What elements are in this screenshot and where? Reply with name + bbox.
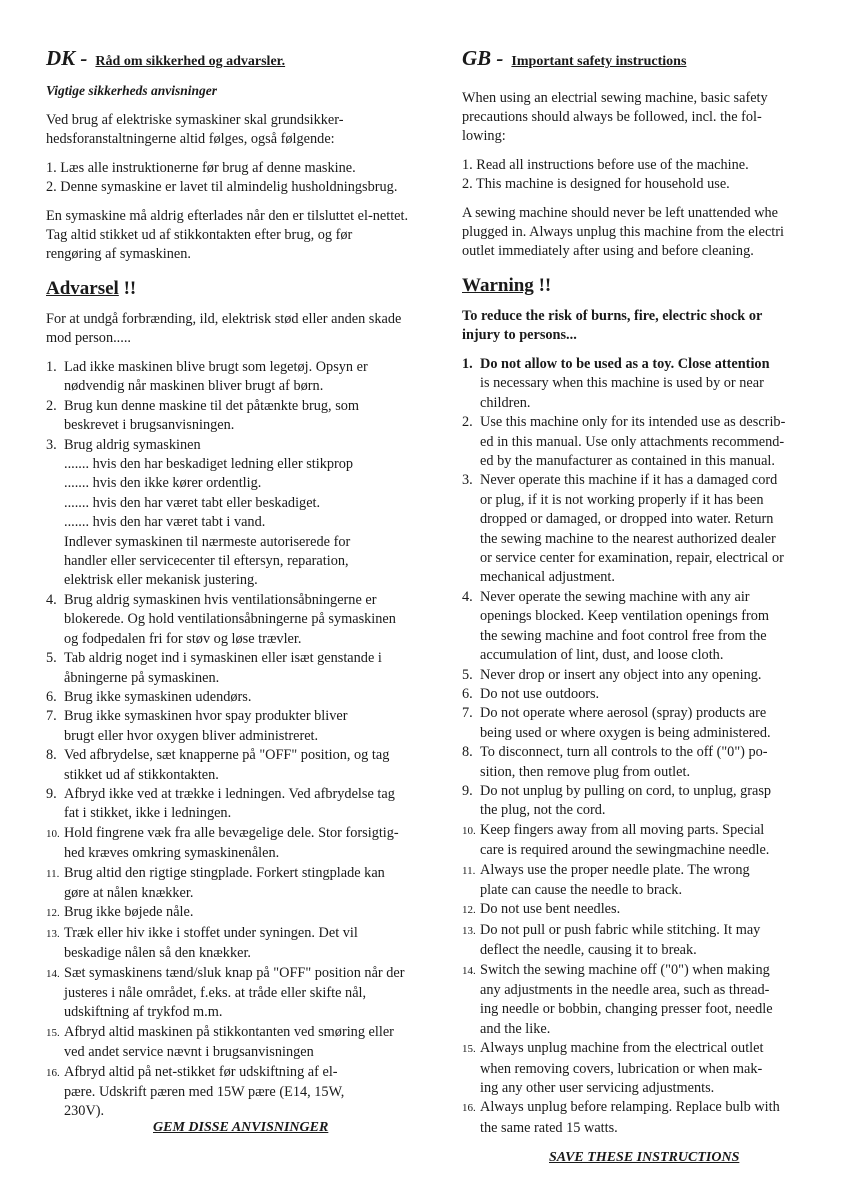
list-item: [462, 921, 842, 961]
list-item: [462, 900, 842, 920]
dk-header: [46, 46, 451, 71]
list-item: [462, 1039, 842, 1098]
item-text: Sæt symaskinens tænd/sluk knap på "OFF" position når der justeres i nåle området, f.eks. at tråde eller skifte nål, udskiftning af trykfod m.m.: [64, 964, 405, 1021]
list-item: [46, 1023, 451, 1063]
list-item: [462, 413, 842, 471]
item-text: Brug aldrig symaskinen ....... hvis den har beskadiget ledning eller stikprop ....... hvis den ikke kører ordentlig. ....... hvis den har været tabt eller beskadiget. ....... hvis den har været tabt i vand. Indlever symaskinen til nærmeste autoriserede for handler eller servicecenter til eftersyn, reparation, elektrisk eller mekanisk justering.: [64, 436, 354, 589]
dk-language-code: DK -: [46, 46, 88, 70]
item-text: Træk eller hiv ikke i stoffet under syningen. Det vil beskadige nålen så den knækker.: [64, 924, 358, 962]
dk-warning-title: Advarsel: [46, 278, 119, 299]
item-bold-text: Do not allow to be used as a toy. Close attention: [480, 356, 770, 372]
item-number: 12.: [462, 904, 476, 917]
item-number: 6.: [462, 685, 473, 702]
item-number: 8.: [462, 744, 473, 761]
item-number: 2.: [46, 397, 57, 414]
gb-column: [462, 46, 842, 1138]
list-item: [46, 688, 451, 707]
item-number: 7.: [462, 705, 473, 722]
item-number: 3.: [46, 436, 57, 453]
item-number: 14.: [462, 964, 476, 977]
list-item: [462, 821, 842, 861]
list-item: [462, 666, 842, 685]
item-text: Switch the sewing machine off ("0") when making any adjustments in the needle area, such as thread- ing needle or bobbin, changing presser foot, needle and the like.: [480, 961, 773, 1037]
item-number: 4.: [46, 591, 57, 608]
item-text: Always unplug machine from the electrical outlet when removing covers, lubrication or when mak- ing any other user servicing adjustments.: [480, 1040, 764, 1097]
dk-warning-marks: !!: [118, 278, 137, 299]
item-number: 1.: [46, 359, 57, 375]
item-text: Brug aldrig symaskinen hvis ventilationsåbningerne er blokerede. Og hold ventilationsåbningerne på symaskinen og fodpedalen fri for støv og løse trævler.: [64, 591, 396, 647]
item-text: Afbryd altid på net-stikket før udskiftning af el- pære. Udskrift pæren med 15W pære (E14, 15W, 230V).: [64, 1063, 345, 1120]
dk-warning-list: [46, 358, 451, 1122]
list-item: [46, 358, 451, 397]
list-item: [46, 824, 451, 864]
gb-warning-list: [462, 355, 842, 1138]
item-number: 15.: [46, 1026, 60, 1039]
gb-warning-title: Warning: [462, 275, 534, 296]
list-item: [462, 782, 842, 821]
list-item: [462, 588, 842, 666]
item-text: Never operate the sewing machine with any air openings blocked. Keep ventilation openings from the sewing machine and foot control free from the accumulation of lint, dust, and loose cloth.: [480, 588, 770, 664]
list-item: [46, 785, 451, 824]
gb-header: [462, 46, 842, 71]
item-text: Do not operate where aerosol (spray) products are being used or where oxygen is being administered.: [480, 705, 771, 741]
item-number: 16.: [462, 1102, 476, 1115]
gb-warning-intro: To reduce the risk of burns, fire, electric shock or injury to persons...: [462, 308, 763, 343]
item-text: Brug ikke symaskinen hvor spay produkter bliver brugt eller hvor oxygen bliver administreret.: [64, 708, 348, 744]
list-item: [462, 704, 842, 743]
item-text: Lad ikke maskinen blive brugt som legetøj. Opsyn er nødvendig når maskinen bliver brugt af børn.: [64, 359, 368, 395]
list-item: [462, 1098, 842, 1138]
gb-basics: 1. Read all instructions before use of the machine. 2. This machine is designed for household use.: [462, 157, 749, 192]
item-number: 13.: [462, 924, 476, 937]
list-item: [46, 436, 451, 591]
dk-footer: GEM DISSE ANVISNINGER: [153, 1120, 329, 1135]
item-number: 10.: [462, 824, 476, 837]
item-text: Always unplug before relamping. Replace bulb with the same rated 15 watts.: [480, 1099, 780, 1136]
item-text: Do not unplug by pulling on cord, to unplug, grasp the plug, not the cord.: [480, 782, 772, 819]
item-number: 8.: [46, 747, 57, 764]
list-item: [46, 707, 451, 746]
gb-footer: SAVE THESE INSTRUCTIONS: [549, 1150, 740, 1165]
item-number: 5.: [46, 650, 57, 667]
dk-title: Råd om sikkerhed og advarsler.: [95, 54, 286, 69]
gb-language-code: GB -: [462, 46, 504, 70]
dk-basics: 1. Læs alle instruktionerne før brug af denne maskine. 2. Denne symaskine er lavet til almindelig husholdningsbrug.: [46, 160, 398, 195]
item-text: Never drop or insert any object into any opening.: [480, 666, 762, 683]
item-number: 3.: [462, 472, 473, 489]
dk-warning-intro: For at undgå forbrænding, ild, elektrisk stød eller anden skade mod person.....: [46, 311, 402, 346]
item-number: 6.: [46, 688, 57, 705]
list-item: [462, 961, 842, 1040]
item-text: To disconnect, turn all controls to the off ("0") po- sition, then remove plug from outlet.: [480, 744, 768, 780]
gb-warning-marks: !!: [533, 275, 552, 296]
item-text: Keep fingers away from all moving parts. Special care is required around the sewingmachine needle.: [480, 821, 770, 859]
item-text: Never operate this machine if it has a damaged cord or plug, if it is not working properly if it has been dropped or damaged, or dropped into water. Return the sewing machine to the nearest authorized dealer or service center for examination, repair, electrical or mechanical adjustment.: [480, 472, 784, 586]
item-text: Brug ikke symaskinen udendørs.: [64, 688, 252, 705]
item-number: 16.: [46, 1066, 60, 1079]
gb-title: Important safety instructions: [511, 54, 687, 69]
item-number: 15.: [462, 1043, 476, 1056]
item-text: Do not use bent needles.: [480, 901, 621, 918]
item-number: 14.: [46, 967, 60, 980]
list-item: [46, 397, 451, 436]
gb-warning-heading: [462, 275, 842, 297]
gb-intro: When using an electrial sewing machine, basic safety precautions should always be followed, incl. the fol- lowing:: [462, 90, 768, 144]
list-item: [46, 649, 451, 688]
item-number: 11.: [462, 864, 476, 877]
item-number: 1.: [462, 356, 473, 372]
item-number: 7.: [46, 708, 57, 725]
item-number: 5.: [462, 666, 473, 683]
item-text: Brug ikke bøjede nåle.: [64, 904, 194, 921]
item-text: Brug kun denne maskine til det påtænkte brug, som beskrevet i brugsanvisningen.: [64, 397, 360, 434]
item-text: Do not pull or push fabric while stitching. It may deflect the needle, causing it to break.: [480, 921, 761, 959]
list-item: [462, 685, 842, 704]
list-item: [462, 861, 842, 901]
dk-warning-heading: [46, 278, 451, 300]
item-text: Ved afbrydelse, sæt knapperne på "OFF" position, og tag stikket ud af stikkontakten.: [64, 747, 390, 783]
dk-subtitle: Vigtige sikkerheds anvisninger: [46, 83, 218, 98]
list-item: [46, 746, 451, 785]
item-text: Afbryd ikke ved at trække i ledningen. Ved afbrydelse tag fat i stikket, ikke i ledningen.: [64, 785, 395, 822]
item-text: Hold fingrene væk fra alle bevægelige dele. Stor forsigtig- hed kræves omkring symaskinenålen.: [64, 824, 399, 862]
item-number: 11.: [46, 867, 60, 880]
list-item: [46, 924, 451, 964]
item-number: 4.: [462, 588, 473, 605]
list-item: [46, 864, 451, 904]
item-text: Always use the proper needle plate. The wrong plate can cause the needle to brack.: [480, 861, 750, 898]
list-item: [46, 1063, 451, 1122]
list-item: [46, 964, 451, 1023]
item-number: 9.: [46, 785, 57, 802]
item-text: Use this machine only for its intended use as describ- ed in this manual. Use only attachments recommend- ed by the manufacturer as contained in this manual.: [480, 414, 786, 470]
item-number: 2.: [462, 414, 473, 431]
item-text: Afbryd altid maskinen på stikkontanten ved smøring eller ved andet service nævnt i brugsanvisningen: [64, 1023, 394, 1061]
list-item: [462, 471, 842, 587]
item-text: Do not use outdoors.: [480, 685, 600, 702]
item-number: 9.: [462, 782, 473, 799]
dk-column: [46, 46, 451, 1122]
item-number: 10.: [46, 827, 60, 840]
item-number: 13.: [46, 927, 60, 940]
item-number: 12.: [46, 907, 60, 920]
gb-unattended: A sewing machine should never be left unattended whe plugged in. Always unplug this machine from the electri outlet immediately after using and before cleaning.: [462, 205, 785, 259]
list-item: [46, 591, 451, 649]
dk-intro: Ved brug af elektriske symaskiner skal grundsikker- hedsforanstaltningerne altid følges, også følgende:: [46, 112, 344, 147]
dk-unattended: En symaskine må aldrig efterlades når den er tilsluttet el-nettet. Tag altid stikket ud af stikkontakten efter brug, og før rengøring af symaskinen.: [46, 208, 409, 262]
item-text: is necessary when this machine is used by or near children.: [480, 375, 764, 411]
item-text: Brug altid den rigtige stingplade. Forkert stingplade kan gøre at nålen knækker.: [64, 864, 385, 901]
list-item: [46, 903, 451, 923]
item-text: Tab aldrig noget ind i symaskinen eller isæt genstande i åbningerne på symaskinen.: [64, 650, 382, 686]
list-item: [462, 743, 842, 782]
list-item: [462, 355, 842, 413]
